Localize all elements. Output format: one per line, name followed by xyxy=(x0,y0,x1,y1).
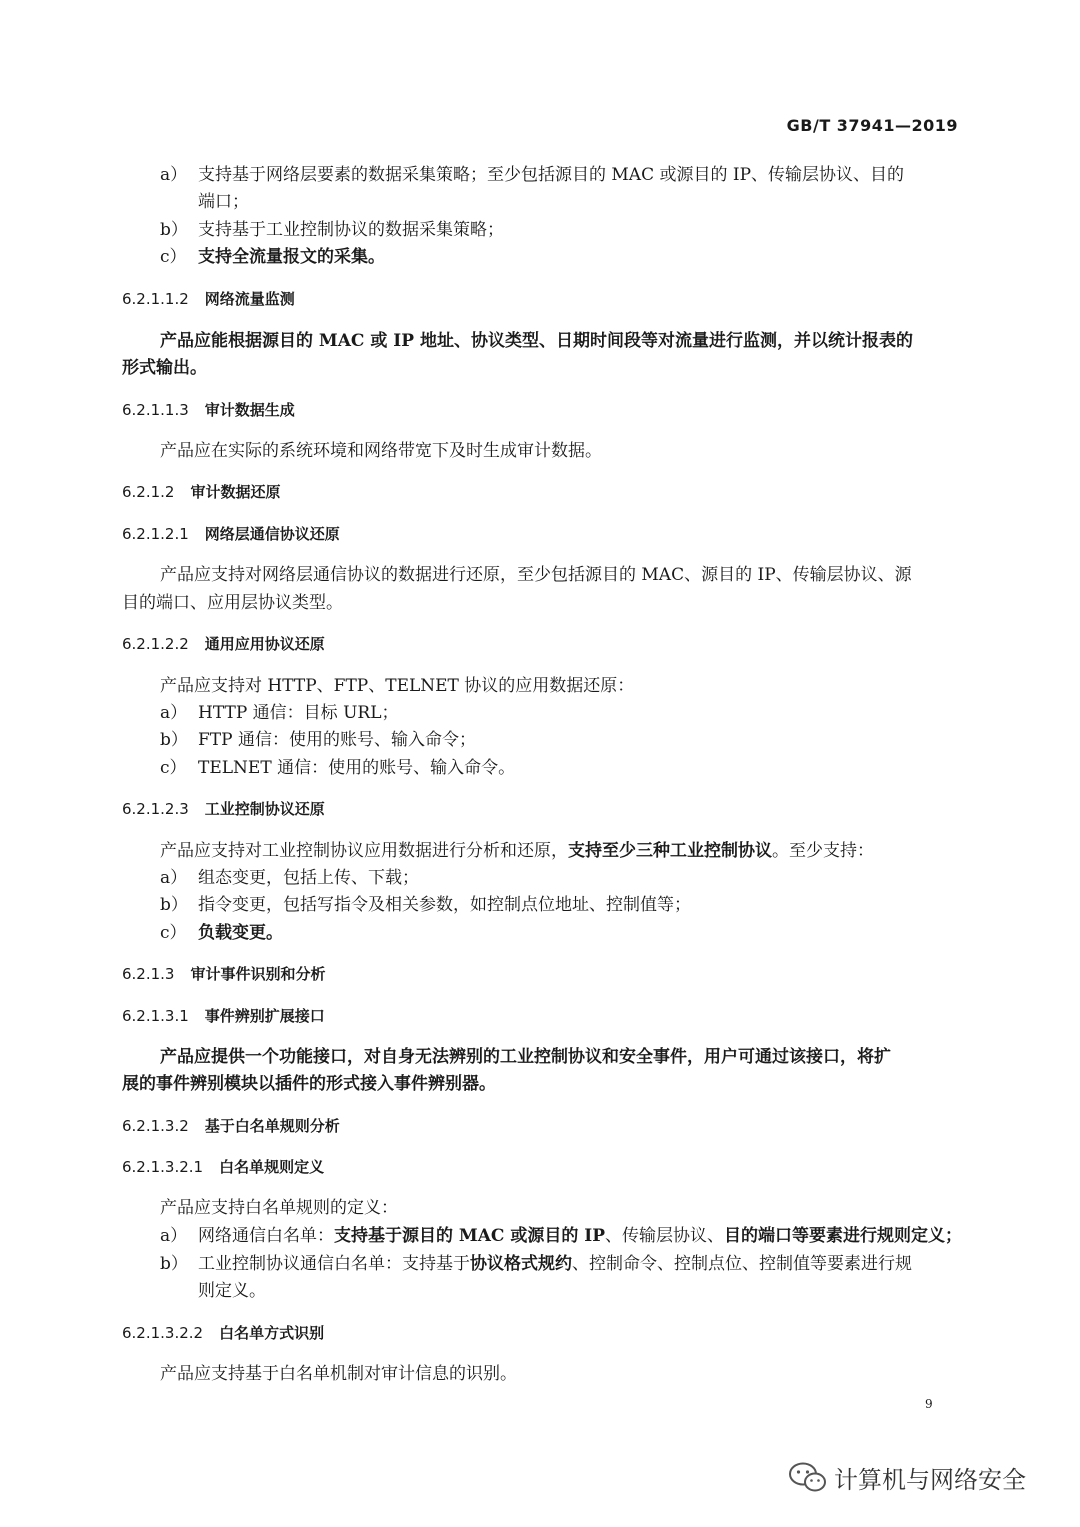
section-number: 6.2.1.2.1 xyxy=(122,525,189,543)
section-number: 6.2.1.3.1 xyxy=(122,1007,189,1025)
section-number: 6.2.1.1.3 xyxy=(122,401,189,419)
list-marker: b） xyxy=(160,730,188,750)
list-text: HTTP 通信：目标 URL； xyxy=(198,703,399,723)
list-text-plain: 工业控制协议通信白名单：支持基于 xyxy=(198,1254,470,1274)
watermark-text: 计算机与网络安全 xyxy=(834,1466,1026,1494)
page-number: 9 xyxy=(925,1397,933,1411)
paragraph: 产品应支持对网络层通信协议的数据进行还原，至少包括源目的 MAC、源目的 IP、传输层协议、源 xyxy=(160,565,912,585)
section-title: 白名单方式识别 xyxy=(219,1324,325,1342)
paragraph-continuation: 目的端口、应用层协议类型。 xyxy=(122,593,343,613)
list-text xyxy=(198,1256,912,1273)
list-text: 端口； xyxy=(198,192,249,212)
watermark xyxy=(788,1460,1026,1495)
wechat-icon xyxy=(788,1461,828,1495)
section-number: 6.2.1.3.2.2 xyxy=(122,1324,204,1342)
section-title: 审计数据还原 xyxy=(190,483,281,501)
section-number: 6.2.1.2 xyxy=(122,483,175,501)
paragraph-text: 产品应支持对工业控制协议应用数据进行分析和还原， xyxy=(160,841,568,861)
list-text: 组态变更，包括上传、下载； xyxy=(198,868,419,888)
list-text: 支持基于工业控制协议的数据采集策略； xyxy=(198,220,504,240)
section-title: 事件辨别扩展接口 xyxy=(204,1007,325,1025)
list-text-bold: 目的端口等要素进行规则定义； xyxy=(724,1226,963,1246)
section-title: 审计数据生成 xyxy=(204,401,295,419)
section-title: 网络层通信协议还原 xyxy=(204,525,340,543)
section-number: 6.2.1.2.3 xyxy=(122,800,189,818)
list-text: 则定义。 xyxy=(198,1281,266,1301)
paragraph: 产品应提供一个功能接口，对自身无法辨别的工业控制协议和安全事件，用户可通过该接口，将扩 xyxy=(160,1047,891,1067)
paragraph: 产品应支持基于白名单机制对审计信息的识别。 xyxy=(160,1364,517,1384)
list-marker: a） xyxy=(160,165,188,185)
list-text: TELNET 通信：使用的账号、输入命令。 xyxy=(198,758,516,778)
section-title: 审计事件识别和分析 xyxy=(190,965,326,983)
list-marker: a） xyxy=(160,1226,188,1246)
section-heading xyxy=(122,1009,325,1024)
list-marker: b） xyxy=(160,1254,188,1274)
section-title: 通用应用协议还原 xyxy=(204,635,325,653)
section-heading xyxy=(122,802,325,817)
list-text-plain: 、控制命令、控制点位、控制值等要素进行规 xyxy=(572,1254,912,1274)
standard-code: GB/T 37941—2019 xyxy=(786,116,958,135)
list-marker: b） xyxy=(160,220,188,240)
list-marker: c） xyxy=(160,758,187,778)
section-number: 6.2.1.1.2 xyxy=(122,290,189,308)
paragraph: 产品应支持对 HTTP、FTP、TELNET 协议的应用数据还原： xyxy=(160,676,635,696)
paragraph: 产品应支持白名单规则的定义： xyxy=(160,1198,398,1218)
list-marker: a） xyxy=(160,868,188,888)
list-text-plain: 网络通信白名单： xyxy=(198,1226,334,1246)
section-heading xyxy=(122,403,295,418)
paragraph: 产品应能根据源目的 MAC 或 IP 地址、协议类型、日期时间段等对流量进行监测，并以统计报表的 xyxy=(160,331,913,351)
list-text xyxy=(198,1228,962,1245)
paragraph-continuation: 形式输出。 xyxy=(122,358,207,378)
section-number: 6.2.1.2.2 xyxy=(122,635,189,653)
list-text: 支持全流量报文的采集。 xyxy=(198,247,385,267)
paragraph: 产品应在实际的系统环境和网络带宽下及时生成审计数据。 xyxy=(160,441,602,461)
section-heading xyxy=(122,527,340,542)
section-heading xyxy=(122,1119,340,1134)
list-text-bold: 协议格式规约 xyxy=(470,1254,572,1274)
paragraph-bold: 支持至少三种工业控制协议 xyxy=(568,841,772,861)
list-marker: c） xyxy=(160,247,187,267)
section-number: 6.2.1.3.2.1 xyxy=(122,1158,204,1176)
list-text: FTP 通信：使用的账号、输入命令； xyxy=(198,730,476,750)
list-text: 负载变更。 xyxy=(198,923,283,943)
section-heading xyxy=(122,637,325,652)
section-title: 白名单规则定义 xyxy=(219,1158,325,1176)
list-marker: b） xyxy=(160,895,188,915)
list-marker: c） xyxy=(160,923,187,943)
list-text-plain: 、传输层协议、 xyxy=(605,1226,725,1246)
section-heading xyxy=(122,485,281,500)
list-text: 支持基于网络层要素的数据采集策略；至少包括源目的 MAC 或源目的 IP、传输层协议、目的 xyxy=(198,165,905,185)
section-title: 基于白名单规则分析 xyxy=(204,1117,340,1135)
section-number: 6.2.1.3 xyxy=(122,965,175,983)
section-title: 网络流量监测 xyxy=(204,290,295,308)
section-heading xyxy=(122,1160,324,1175)
section-heading xyxy=(122,967,326,982)
section-heading xyxy=(122,1326,324,1341)
list-marker: a） xyxy=(160,703,188,723)
list-text: 指令变更，包括写指令及相关参数，如控制点位地址、控制值等； xyxy=(198,895,691,915)
section-number: 6.2.1.3.2 xyxy=(122,1117,189,1135)
section-heading xyxy=(122,292,295,307)
paragraph-text: 。至少支持： xyxy=(772,841,874,861)
list-text-bold: 支持基于源目的 MAC 或源目的 IP xyxy=(334,1226,606,1246)
paragraph xyxy=(160,843,874,860)
paragraph-continuation: 展的事件辨别模块以插件的形式接入事件辨别器。 xyxy=(122,1074,496,1094)
section-title: 工业控制协议还原 xyxy=(204,800,325,818)
